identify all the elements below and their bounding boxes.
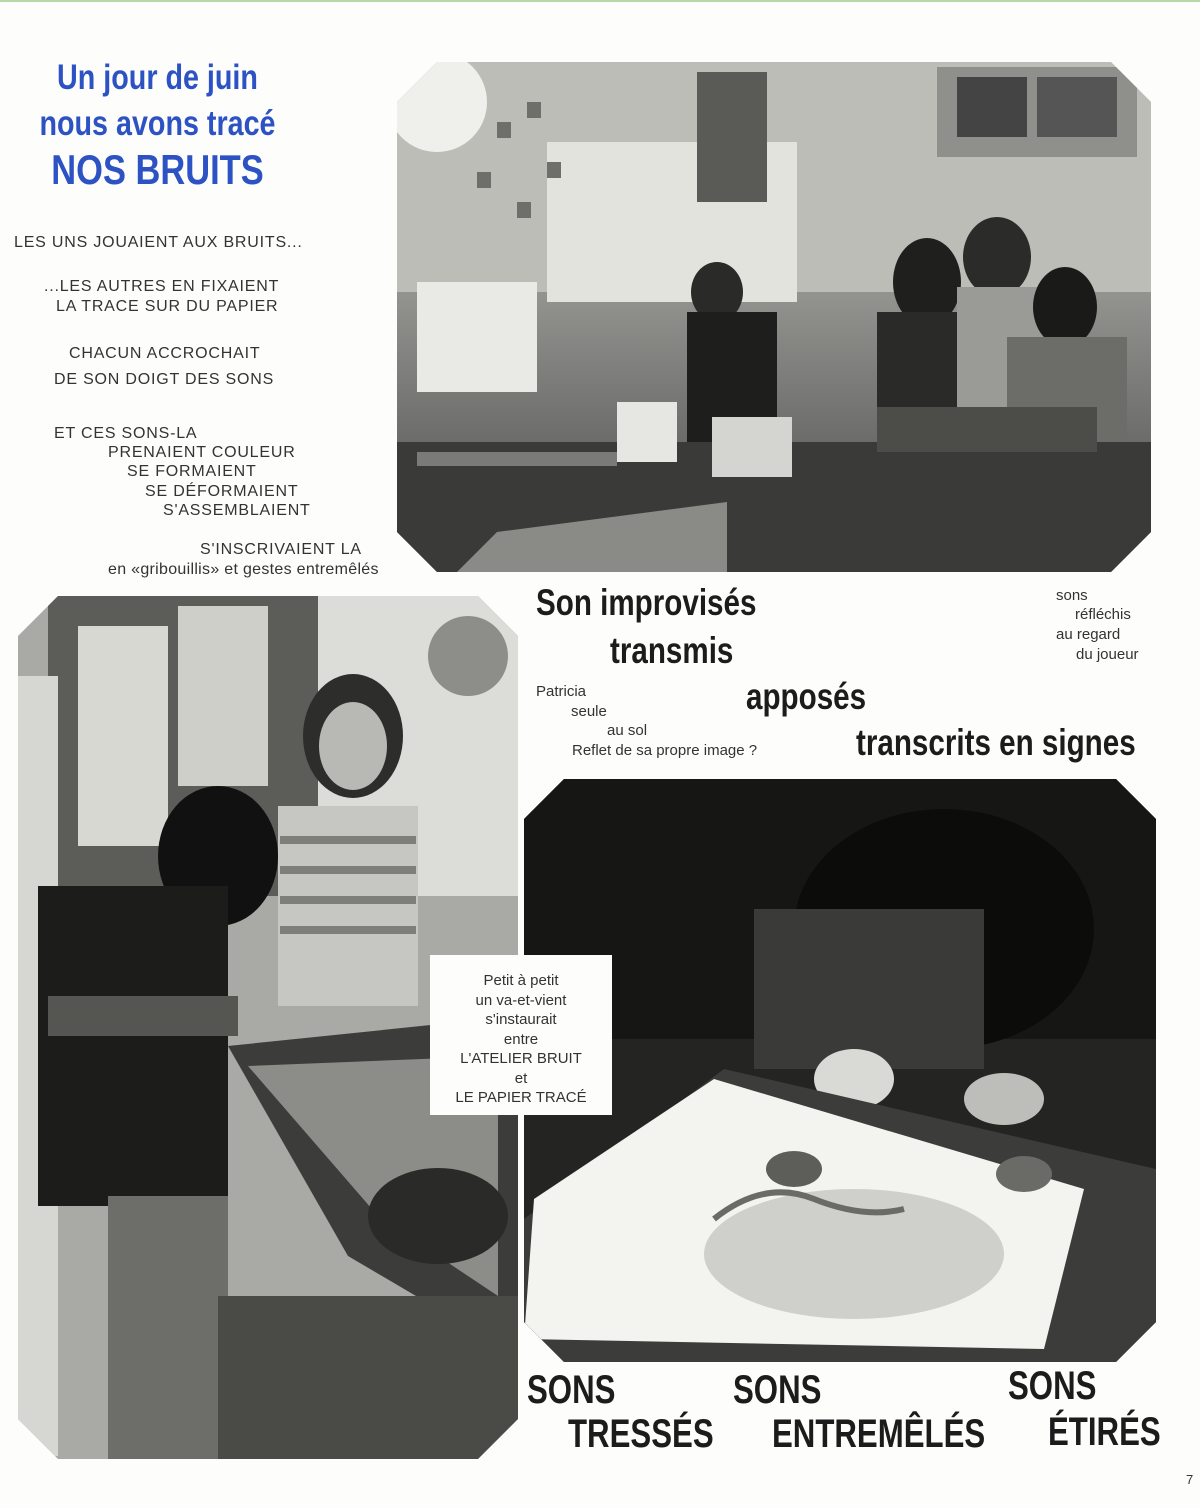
caption-line: SE DÉFORMAIENT [145,483,299,500]
heading-transcrits: transcrits en signes [856,722,1136,763]
callout-box [430,955,612,1115]
bottom-entremeles: ENTREMÊLÉS [772,1412,986,1456]
note-line: sons [1056,587,1088,604]
note-line: au regard [1056,626,1121,643]
heading-apposes: apposés [746,676,867,717]
callout-line: LE PAPIER TRACÉ [455,1089,587,1106]
callout-line: entre [503,1030,539,1048]
note-line: au sol [607,722,648,739]
title-line-1: Un jour de juin [57,58,258,97]
bottom-sons-3: SONS [1008,1364,1097,1408]
note-line: seule [571,703,607,720]
caption-line: en «gribouillis» et gestes entremêlés [108,561,379,578]
heading-transmis: transmis [610,630,734,671]
callout-line: L'ATELIER BRUIT [460,1050,582,1067]
callout-line: un va-et-vient [475,991,567,1009]
heading-improvises: Son improvisés [536,582,757,623]
top-rule [0,0,1200,2]
caption-line: ET CES SONS-LA [54,425,198,442]
caption-line: LES UNS JOUAIENT AUX BRUITS... [14,234,303,251]
caption-line: S'ASSEMBLAIENT [163,502,311,519]
caption-line: S'INSCRIVAIENT LA [200,541,362,558]
title-line-3: NOS BRUITS [51,146,264,193]
bottom-sons-1: SONS [527,1368,616,1412]
caption-line: SE FORMAIENT [127,463,257,480]
title-line-2: nous avons tracé [39,104,276,143]
callout-line: s'instaurait [485,1011,557,1028]
bottom-tresses: TRESSÉS [568,1412,714,1456]
photo-patricia-floor [524,779,1156,1362]
page-number: 7 [1186,1472,1194,1487]
callout-line: et [514,1069,528,1087]
callout-line: Petit à petit [483,972,559,989]
caption-line: ...LES AUTRES EN FIXAIENT [44,278,280,295]
photo-classroom-workshop [397,62,1151,572]
note-line: réfléchis [1075,606,1131,623]
note-line: du joueur [1076,646,1139,663]
caption-line: CHACUN ACCROCHAIT [69,345,261,362]
note-line: Reflet de sa propre image ? [572,742,758,759]
caption-line: LA TRACE SUR DU PAPIER [56,298,279,315]
caption-line: DE SON DOIGT DES SONS [54,371,275,388]
bottom-sons-2: SONS [733,1368,822,1412]
note-line: Patricia [536,683,587,700]
bottom-etires: ÉTIRÉS [1048,1410,1161,1454]
caption-line: PRENAIENT COULEUR [108,444,296,461]
